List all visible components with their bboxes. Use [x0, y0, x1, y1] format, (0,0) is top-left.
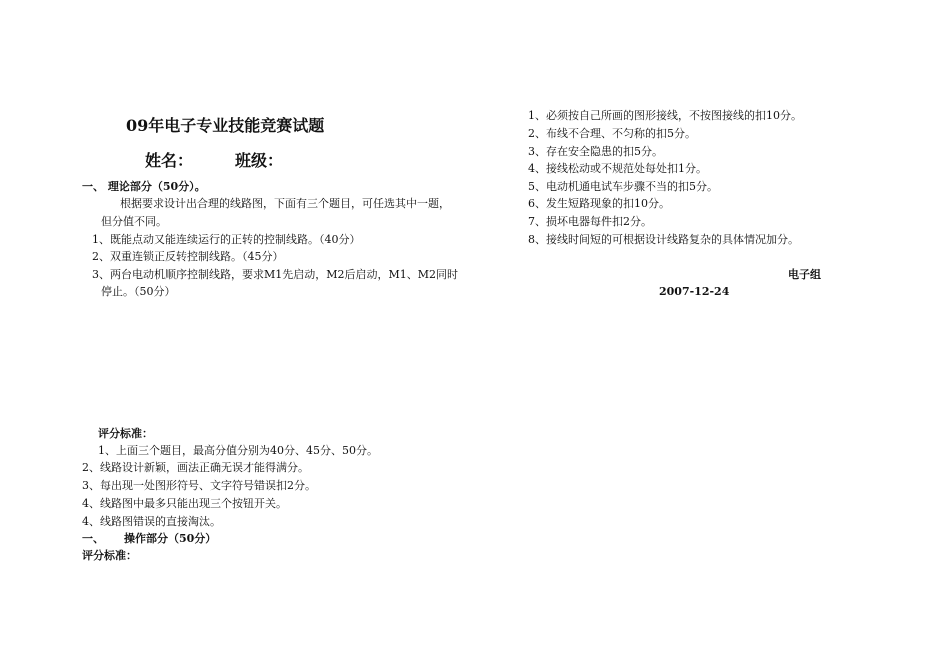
rule-item-1: 1、必须按自己所画的图形接线，不按图接线的扣10分。	[528, 109, 802, 122]
scoring-heading: 评分标准：	[98, 427, 153, 440]
rule-item-8: 8、接线时间短的可根据设计线路复杂的具体情况加分。	[528, 233, 799, 246]
scoring-item-4: 4、线路图中最多只能出现三个按钮开关。	[82, 497, 287, 510]
theory-item-1: 1、既能点动又能连续运行的正转的控制线路。（40分）	[92, 233, 361, 246]
signature-date: 2007-12-24	[659, 285, 730, 298]
theory-item-3-continued: 停止。（50分）	[101, 285, 176, 298]
signature-group: 电子组	[788, 268, 821, 281]
rule-item-6: 6、发生短路现象的扣10分。	[528, 197, 670, 210]
theory-item-3: 3、两台电动机顺序控制线路，要求M1先启动，M2后启动，M1、M2同时	[92, 268, 459, 281]
page-title: 09年电子专业技能竞赛试题	[126, 116, 325, 135]
theory-item-2: 2、双重连锁正反转控制线路。（45分）	[92, 250, 284, 263]
scoring-item-2: 2、线路设计新颖，画法正确无误才能得满分。	[82, 461, 309, 474]
rule-item-3: 3、存在安全隐患的扣5分。	[528, 145, 663, 158]
rule-item-4: 4、接线松动或不规范处每处扣1分。	[528, 162, 707, 175]
rule-item-7: 7、损坏电器每件扣2分。	[528, 215, 652, 228]
rule-item-5: 5、电动机通电试车步骤不当的扣5分。	[528, 180, 718, 193]
theory-intro-line-2: 但分值不同。	[101, 215, 167, 228]
scoring-item-5: 4、线路图错误的直接淘汰。	[82, 515, 221, 528]
theory-intro-line-1: 根据要求设计出合理的线路图，下面有三个题目，可任选其中一题，	[120, 197, 450, 210]
class-label: 班级：	[235, 151, 284, 170]
rule-item-2: 2、布线不合理、不匀称的扣5分。	[528, 127, 696, 140]
scoring-item-1: 1、上面三个题目，最高分值分别为40分、45分、50分。	[98, 444, 378, 457]
name-label: 姓名：	[145, 151, 194, 170]
scoring-item-3: 3、每出现一处图形符号、文字符号错误扣2分。	[82, 479, 316, 492]
operation-scoring-heading: 评分标准：	[82, 549, 137, 562]
operation-heading-number: 一、	[82, 532, 104, 545]
operation-heading: 操作部分（50分）	[124, 532, 217, 545]
theory-heading: 一、 理论部分（50分）。	[82, 180, 206, 193]
